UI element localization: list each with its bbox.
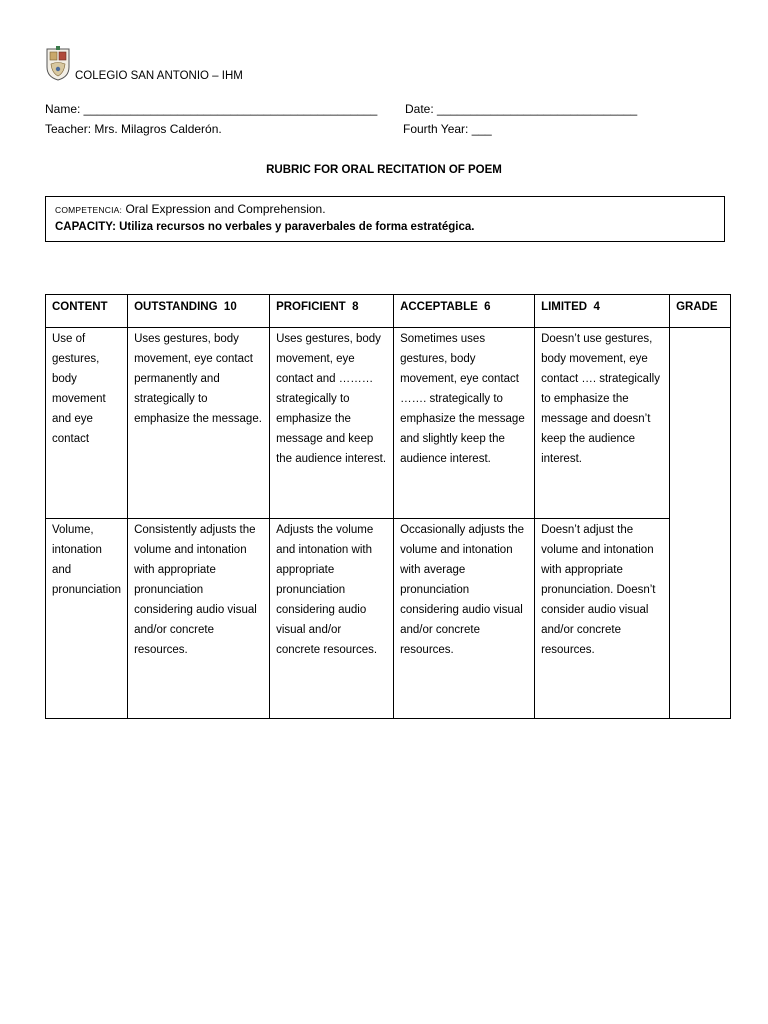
capacity-text: CAPACITY: Utiliza recursos no verbales y paraverbales de forma estratégica. [55,221,475,233]
header-grade: GRADE [670,295,731,328]
document-title: RUBRIC FOR ORAL RECITATION OF POEM [266,164,502,176]
school-name: COLEGIO SAN ANTONIO – IHM [75,70,243,82]
competence-text: Oral Expression and Comprehension. [125,202,326,216]
school-crest-logo [45,45,71,81]
proficient-cell: Adjusts the volume and intonation with appropriate pronunciation considering audio visual and/or concrete resources. [270,519,394,719]
acceptable-cell: Occasionally adjusts the volume and intonation with average pronunciation considering audio visual and/or concrete resources. [394,519,535,719]
limited-cell: Doesn’t adjust the volume and intonation with appropriate pronunciation. Doesn’t consider audio visual and/or concrete resources. [535,519,670,719]
name-field-label: Name: ____________________________________________ [45,102,378,116]
header-outstanding: OUTSTANDING 10 [128,295,270,328]
header-limited: LIMITED 4 [535,295,670,328]
proficient-cell: Uses gestures, body movement, eye contact and ……… strategically to emphasize the message and keep the audience interest. [270,328,394,519]
table-row [46,328,731,519]
acceptable-cell: Sometimes uses gestures, body movement, eye contact ……. strategically to emphasize the message and slightly keep the audience interest. [394,328,535,519]
header-acceptable: ACCEPTABLE 6 [394,295,535,328]
competence-line [55,202,326,216]
criterion-cell: Use of gestures, body movement and eye contact [46,328,128,519]
table-header-row [46,295,731,328]
limited-cell: Doesn’t use gestures, body movement, eye contact …. strategically to emphasize the message and doesn’t keep the audience interest. [535,328,670,519]
criterion-cell: Volume, intonation and pronunciation [46,519,128,719]
date-field-label: Date: ______________________________ [405,102,638,116]
competence-box [45,196,725,242]
fourth-year-field: Fourth Year: ___ [403,122,492,136]
competence-label: COMPETENCIA: [55,205,123,215]
header-content: CONTENT [46,295,128,328]
outstanding-cell: Uses gestures, body movement, eye contact permanently and strategically to emphasize the message. [128,328,270,519]
table-row [46,519,731,719]
teacher-name: Teacher: Mrs. Milagros Calderón. [45,122,222,136]
header-proficient: PROFICIENT 8 [270,295,394,328]
outstanding-cell: Consistently adjusts the volume and intonation with appropriate pronunciation considering audio visual and/or concrete resources. [128,519,270,719]
rubric-table [45,294,731,719]
grade-cell[interactable] [670,328,731,719]
